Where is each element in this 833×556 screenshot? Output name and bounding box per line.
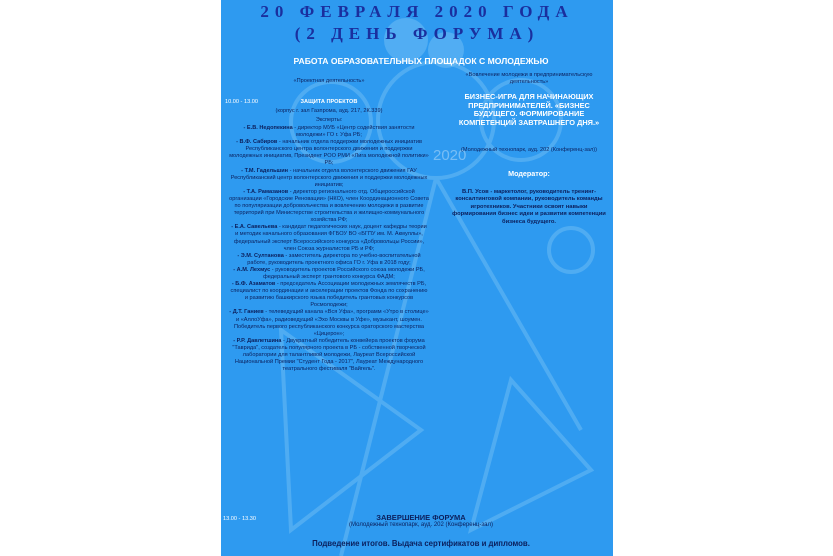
right-location: (Молодежный технопарк, ауд. 202 (Конференц-зал))	[460, 147, 598, 153]
expert-name: - Д.Т. Ганиев	[229, 309, 264, 316]
expert-name: - А.М. Лехмус	[233, 266, 271, 273]
expert-name: - Р.Р. Давлетшина	[233, 337, 282, 344]
expert-desc: - заместитель директора по учебно-воспитательной работе, руководитель проектного офиса ГО г. Уфа в 2018 году;	[247, 252, 421, 266]
expert-item	[229, 224, 429, 252]
expert-desc: - телеведущий канала «Вся Уфа», программ «Утро в столице» и «АллоУфа», радиоведущий «Эхо Москвы в Уфе», музыкант, шоумен. Победитель первого республиканского конкурса ораторского мастерства «Цицерон»;	[234, 309, 429, 337]
left-track-label: «Проектная деятельность»	[293, 78, 365, 84]
expert-item	[229, 281, 429, 309]
right-track-label: «Вовлечение молодежи в предпринимательскую деятельность»	[465, 72, 593, 86]
experts-label: Эксперты:	[315, 117, 343, 123]
final-note: Подведение итогов. Выдача сертификатов и дипломов.	[312, 539, 530, 548]
header-day: (2 ДЕНЬ ФОРУМА)	[294, 24, 540, 43]
left-time: 10.00 - 13.00	[225, 99, 258, 105]
expert-desc: - начальник отдела поддержки молодежных инициатив Республиканского центра волонтерского движения и поддержки молодежных инициатив, Президент РОО РМИ «Лига молодежной политики» РБ;	[229, 139, 429, 167]
expert-name: - Е.В. Недопекина	[243, 125, 293, 131]
program-poster	[221, 0, 613, 556]
closing-time: 13.00 - 13.30	[223, 516, 256, 522]
page-subtitle: РАБОТА ОБРАЗОВАТЕЛЬНЫХ ПЛОЩАДОК С МОЛОДЕЖЬЮ	[293, 56, 549, 66]
expert-name: - Е.А. Савельева	[231, 224, 278, 231]
left-location: (корпус г. зал Газпрома, ауд. 217, 2К.339)	[275, 108, 383, 114]
expert-item	[229, 309, 429, 337]
expert-item	[229, 189, 429, 224]
expert-desc: - Двукратный победитель конвейера проектов форума "Таврида", создатель популярного проекта в РБ - собственной творческой лаборатории для талантливой молодежи, Лауреат Всероссийской Национальной Премии "Студент Года - 2017", Лауреат Международного театрального фестиваля "Вайгель".	[232, 337, 426, 373]
experts-list	[229, 125, 429, 373]
moderator-label: Модератор:	[508, 169, 550, 178]
moderator-text: В.П. Усов - маркетолог, руководитель тренинг-консалтинговой компании, руководитель команды игротехников. Участники освоят навыки формирования бизнес идеи и развития компетенции бизнеса будущего.	[452, 189, 606, 225]
expert-desc: - начальник отдела волонтерского движения ГАУ Республиканский центр волонтерского движения и поддержки молодежных инициатив;	[230, 167, 428, 188]
business-game-title: БИЗНЕС-ИГРА ДЛЯ НАЧИНАЮЩИХ ПРЕДПРИНИМАТЕЛЕЙ. «БИЗНЕС БУДУЩЕГО. ФОРМИРОВАНИЕ КОМПЕТЕНЦИЙ ЗАВТРАШНЕГО ДНЯ.»	[458, 92, 600, 127]
expert-desc: - директор регионального отд. Общероссийской организации «Городские Реновации» (НКО), член Координационного Совета по популяризации добровольчества и вовлечению молодежи в развитие территорий при Министерстве строительства и жилищно-коммунального хозяйства РФ;	[229, 188, 429, 224]
left-section-title: ЗАЩИТА ПРОЕКТОВ	[300, 99, 358, 105]
closing-location: (Молодежный технопарк, ауд. 202 (Конференц-зал)	[349, 522, 493, 528]
expert-name: - В.Ф. Сабиров	[236, 139, 278, 146]
expert-item	[229, 168, 429, 189]
expert-desc: - кандидат педагогических наук, доцент кафедры теории и методик начального образования ФГБОУ ВО «БГПУ им. М. Акмуллы», федеральный эксперт Всероссийского конкурса «Добровольцы России», член Союза журналистов РБ и РФ;	[233, 224, 427, 252]
expert-desc: - председатель Ассоциации молодежных землячеств РБ, специалист по координации и акселерации проектов Фонда по сохранению и развитию башкирского языка победитель грантовых конкурсов Росмолодежи;	[230, 281, 428, 309]
expert-name: - Т.М. Гадельшин	[241, 167, 289, 174]
closing-title: ЗАВЕРШЕНИЕ ФОРУМА	[376, 513, 466, 522]
watermark-year: 2020	[433, 147, 467, 164]
expert-desc: - руководитель проектов Российского союза молодежи РБ, федеральный эксперт грантового конкурса ФАДМ;	[263, 266, 425, 280]
expert-item	[229, 253, 429, 267]
expert-item	[229, 267, 429, 281]
expert-name: - Т.А. Рамазанов	[243, 188, 289, 195]
closing-block	[261, 513, 581, 528]
expert-item	[229, 139, 429, 167]
expert-item	[229, 338, 429, 373]
expert-name: - Б.Ф. Азаматов	[231, 281, 276, 288]
expert-desc: - директор МУБ «Центр содействия занятости молодежи» ГО г. Уфа РБ;	[292, 125, 415, 139]
header-date: 20 ФЕВРАЛЯ 2020 ГОДА	[260, 2, 574, 21]
expert-item	[229, 125, 429, 139]
expert-name: - Э.М. Султанова	[237, 252, 284, 259]
